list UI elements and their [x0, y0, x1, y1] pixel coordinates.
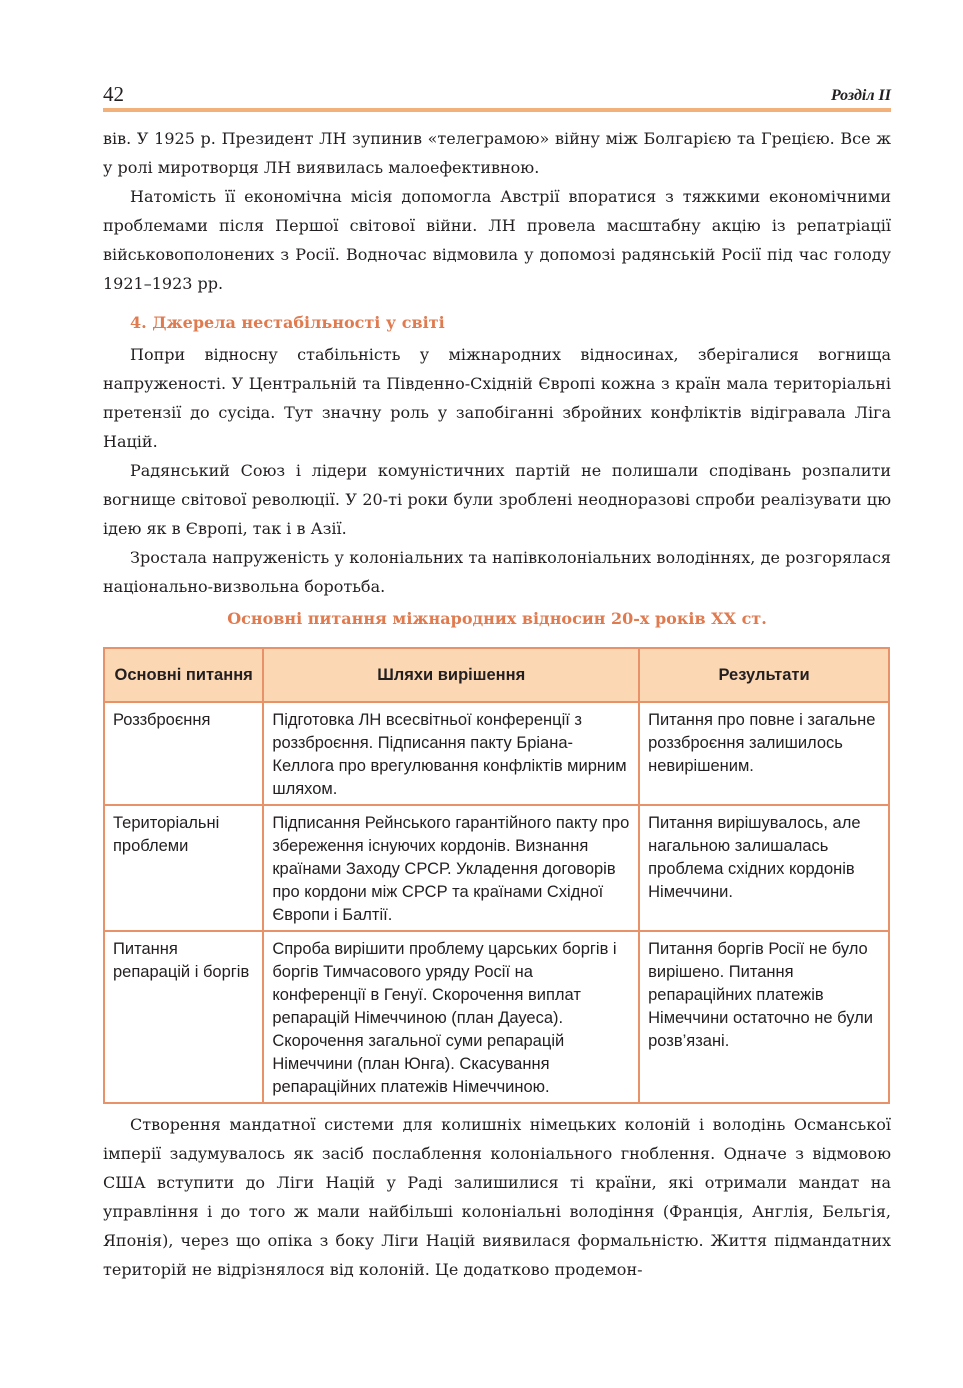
table-row — [104, 931, 889, 1103]
table-cell: Підготовка ЛН всесвітньої конференції з роззброєння. Підписання пакту Бріана-Келлога про врегулювання конфліктів мирним шляхом. — [263, 702, 639, 805]
paragraph: Натомість її економічна місія допомогла Австрії впоратися з тяжкими економічними проблемами після Першої світової війни. ЛН провела масштабну акцію із репатріації військовополонених з Росії. Водночас відмовила у допомозі радянській Росії під час голоду 1921–1923 рр. — [103, 187, 891, 293]
table-cell: Питання вирішувалось, але нагальною залишалась проблема східних кордонів Німеччини. — [639, 805, 889, 931]
paragraph: Зростала напруженість у колоніальних та напівколоніальних володіннях, де розгорялася національно-визвольна боротьба. — [103, 548, 891, 596]
table-cell: Територіальні проблеми — [104, 805, 263, 931]
table-cell: Спроба вирішити проблему царських боргів і боргів Тимчасового уряду Росії на конференції в Генуї. Скорочення виплат репарацій Німеччиною (план Дауеса). Скорочення загальної суми репарацій Німеччини (план Юнга). Скасування репараційних платежів Німеччиною. — [263, 931, 639, 1103]
table-cell: Роззброєння — [104, 702, 263, 805]
section-heading: 4. Джерела нестабільності у світі — [130, 313, 445, 332]
column-header: Шляхи вирішення — [263, 648, 639, 702]
paragraph: Попри відносну стабільність у міжнародних відносинах, зберігалися вогнища напруженості. У Центральній та Південно-Східній Європі кожна з країн мала територіальні претензії до сусіда. Тут значну роль у запобіганні збройних конфліктів відігравала Ліга Націй. — [103, 345, 891, 451]
paragraph: вів. У 1925 р. Президент ЛН зупинив «телеграмою» війну між Болгарією та Грецією. Все ж у ролі миротворця ЛН виявилась малоефективною. — [103, 129, 891, 177]
table-header-row — [104, 648, 889, 702]
header-rule — [103, 108, 891, 112]
text-block-middle — [103, 340, 891, 601]
page-number: 42 — [103, 82, 124, 106]
table-row — [104, 702, 889, 805]
column-header: Результати — [639, 648, 889, 702]
table-title: Основні питання міжнародних відносин 20-х років XX ст. — [227, 609, 767, 628]
text-block-top — [103, 124, 891, 298]
paragraph: Створення мандатної системи для колишніх німецьких колоній і володінь Османської імперії задумувалось як засіб послаблення колоніального гноблення. Одначе з відмовою США вступити до Ліги Націй у Раді залишилися ті країни, які отримали мандат на управління і до того ж мали найбільші колоніальні володіння (Франція, Англія, Бельгія, Японія), через що опіка з боку Ліги Націй виявилася формальністю. Життя підмандатних територій не відрізнялося від колоній. Це додатково продемон- — [103, 1115, 891, 1279]
table-cell: Питання про повне і загальне роззброєння залишилось невирішеним. — [639, 702, 889, 805]
page-header — [103, 78, 891, 112]
paragraph: Радянський Союз і лідери комуністичних партій не полишали сподівань розпалити вогнище світової революції. У 20-ті роки були зроблені неодноразові спроби реалізувати цю ідею як в Європі, так і в Азії. — [103, 461, 891, 538]
table-cell: Питання репарацій і боргів — [104, 931, 263, 1103]
text-block-bottom — [103, 1110, 891, 1284]
section-name: Розділ II — [830, 87, 891, 104]
table-cell: Питання боргів Росії не було вирішено. Питання репараційних платежів Німеччини остаточно не були розв’язані. — [639, 931, 889, 1103]
table-row — [104, 805, 889, 931]
table-cell: Підписання Рейнського гарантійного пакту про збереження існуючих кордонів. Визнання країнами Заходу СРСР. Укладення договорів про кордони між СРСР та країнами Східної Європи і Балтії. — [263, 805, 639, 931]
relations-table — [103, 647, 890, 1104]
column-header: Основні питання — [104, 648, 263, 702]
